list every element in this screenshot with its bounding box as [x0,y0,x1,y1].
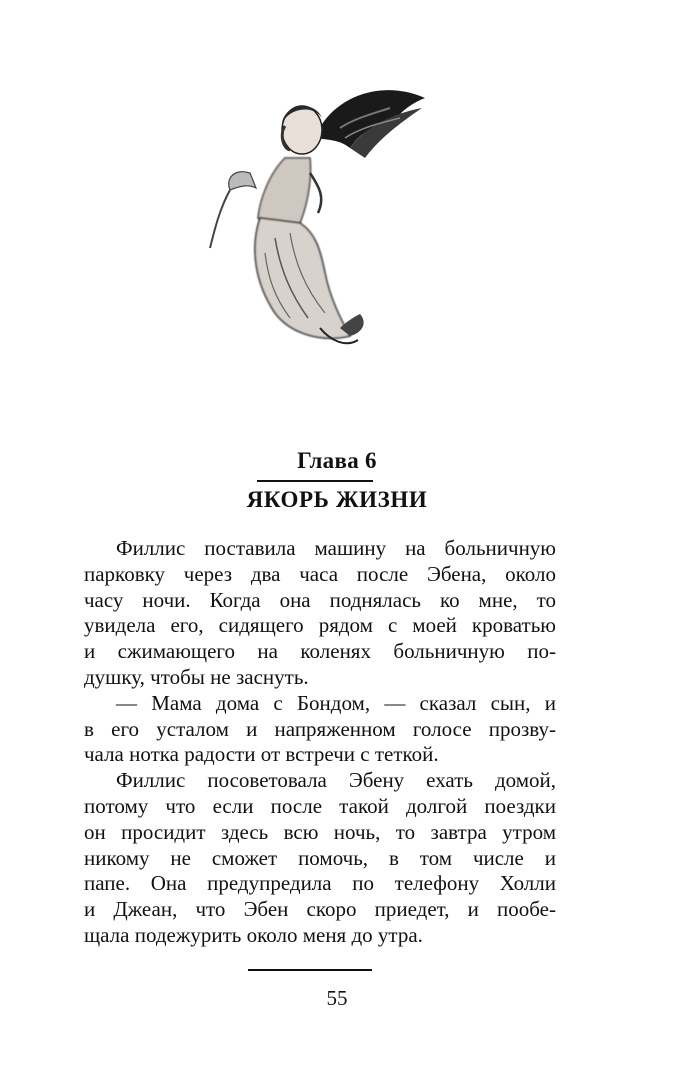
text-line: часу ночи. Когда она поднялась ко мне, то [84,587,556,612]
text-line: никому не сможет помочь, в том числе и [84,845,556,870]
text-line: Филлис посоветовала Эбену ехать домой, [116,768,556,793]
text-line: увидела его, сидящего рядом с моей кроватью [84,613,556,638]
chapter-divider [257,480,373,482]
chapter-number: Глава 6 [297,448,377,473]
text-line: и Джеан, что Эбен скоро приедет, и пообе- [84,897,556,922]
text-line: Филлис поставила машину на больничную [116,536,556,560]
chapter-title: ЯКОРЬ ЖИЗНИ [246,487,428,512]
body-text [84,536,556,949]
text-line: и сжимающего на коленях больничную по- [84,639,556,664]
text-line: он просидит здесь всю ночь, то завтра утром [84,819,556,844]
text-line: папе. Она предупредила по телефону Холли [84,871,556,896]
footer-divider [248,969,372,971]
text-line: потому что если после такой долгой поездки [84,793,556,818]
angel-illustration [190,78,440,368]
text-line: парковку через два часа после Эбена, около [84,561,556,586]
text-line: — Мама дома с Бондом, — сказал сын, и [116,690,556,715]
text-line: душку, чтобы не заснуть. [84,664,309,689]
page-number: 55 [326,986,348,1010]
text-line: чала нотка радости от встречи с теткой. [84,742,439,767]
text-line: щала подежурить около меня до утра. [84,922,423,947]
text-line: в его усталом и напряженном голосе прозву- [84,716,556,741]
